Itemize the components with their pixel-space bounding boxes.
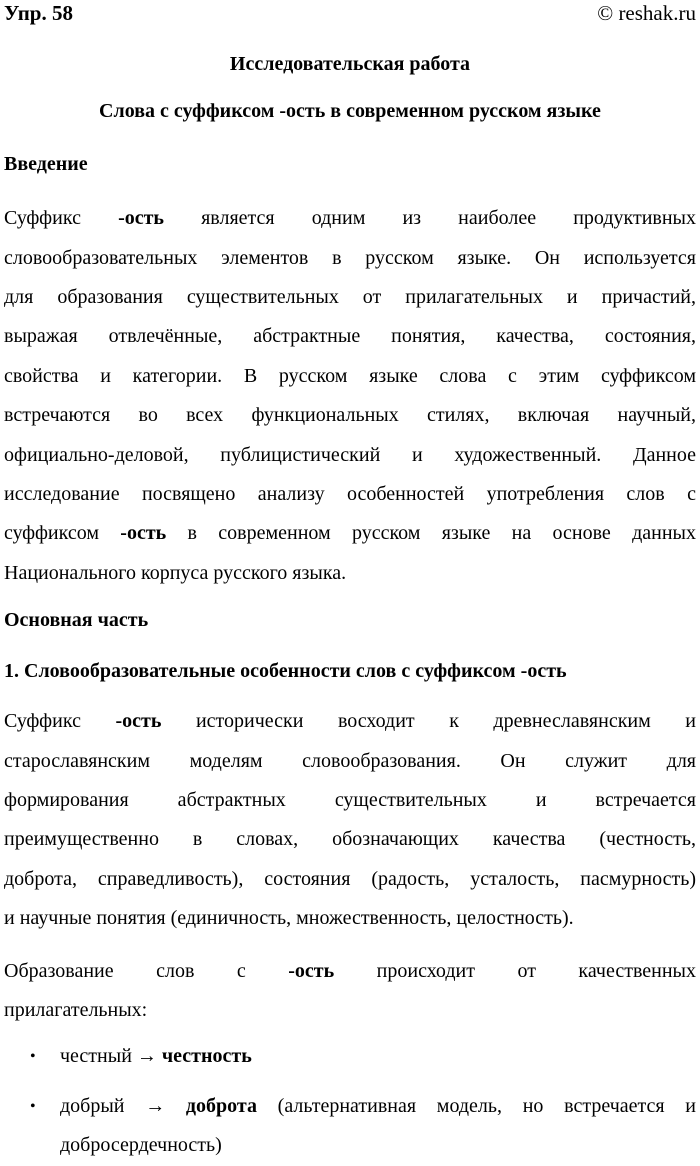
text-segment: словообразовательных элементов в русском языке. Он используется	[4, 246, 696, 269]
text-segment: добросердечность)	[60, 1134, 222, 1157]
text-segment: прилагательных:	[4, 998, 148, 1021]
text-segment: преимущественно в словах, обозначающих качества (честность,	[4, 828, 696, 851]
text-segment: исследование посвящено анализу особенностей употребления слов с	[4, 483, 696, 506]
document-subtitle: Слова с суффиксом -ость в современном русском языке	[99, 100, 601, 123]
text-segment: Суффикс	[4, 207, 119, 230]
text-line	[4, 475, 696, 514]
text-line	[4, 554, 696, 593]
text-line	[4, 396, 696, 435]
bold-term: доброта	[185, 1094, 257, 1117]
text-line	[4, 239, 696, 278]
text-segment: формирования абстрактных существительных и встречается	[4, 788, 696, 811]
text-line	[4, 991, 696, 1030]
text-line	[4, 514, 696, 553]
text-line	[4, 860, 696, 899]
text-line	[4, 702, 696, 741]
text-segment: исторически восходит к древнеславянским и	[161, 710, 697, 733]
text-line	[4, 781, 696, 820]
text-line	[4, 436, 696, 475]
text-segment: выражая отвлечённые, абстрактные понятия, качества, состояния,	[4, 325, 696, 348]
text-line	[4, 199, 696, 238]
text-segment: для образования существительных от прилагательных и причастий,	[4, 286, 696, 309]
intro-heading: Введение	[4, 152, 88, 175]
text-line	[60, 1126, 696, 1165]
list-item-text	[60, 1037, 696, 1076]
list-item-text	[60, 1087, 696, 1166]
site-credit: © reshak.ru	[597, 1, 696, 25]
text-segment: Образование слов с	[4, 959, 289, 982]
text-segment: свойства и категории. В русском языке слова с этим суффиксом	[4, 364, 696, 387]
text-segment: честный →	[60, 1045, 162, 1068]
text-segment: в современном русском языке на основе данных	[166, 522, 696, 545]
list-item	[4, 1037, 696, 1076]
text-line	[4, 278, 696, 317]
text-segment: суффиксом	[4, 522, 121, 545]
formation-paragraph	[4, 952, 696, 1031]
text-segment: Национального корпуса русского языка.	[4, 561, 347, 584]
bold-term: честность	[161, 1045, 252, 1068]
page-header	[4, 0, 696, 26]
section1-paragraph	[4, 702, 696, 938]
bold-term: -ость	[118, 207, 164, 230]
text-segment: добрый →	[60, 1094, 186, 1117]
text-line	[60, 1037, 696, 1076]
list-item	[4, 1087, 696, 1166]
exercise-number: Упр. 58	[4, 1, 73, 25]
bullet-icon: •	[30, 1048, 36, 1066]
text-segment: старославянским моделям словообразования. Он служит для	[4, 749, 696, 772]
text-line	[4, 952, 696, 991]
bold-term: -ость	[120, 522, 167, 545]
text-segment: официально-деловой, публицистический и художественный. Данное	[4, 443, 696, 466]
text-line	[60, 1087, 696, 1126]
intro-paragraph	[4, 199, 696, 593]
text-line	[4, 742, 696, 781]
bold-term: -ость	[115, 710, 162, 733]
text-line	[4, 820, 696, 859]
text-segment: встречаются во всех функциональных стилях, включая научный,	[4, 404, 696, 427]
text-segment: доброта, справедливость), состояния (радость, усталость, пасмурность)	[4, 867, 696, 890]
bold-term: -ость	[288, 959, 335, 982]
main-heading: Основная часть	[4, 609, 149, 632]
text-line	[4, 317, 696, 356]
text-segment: происходит от качественных	[334, 959, 696, 982]
text-segment: Суффикс	[4, 710, 116, 733]
text-segment: является одним из наиболее продуктивных	[164, 207, 696, 230]
text-segment: и научные понятия (единичность, множественность, целостность).	[4, 907, 574, 930]
text-line	[4, 899, 696, 938]
document-title: Исследовательская работа	[229, 53, 471, 75]
section1-heading: 1. Словообразовательные особенности слов с суффиксом -ость	[4, 659, 567, 682]
text-segment: (альтернативная модель, но встречается и	[256, 1094, 696, 1117]
bullet-icon: •	[30, 1097, 36, 1115]
text-line	[4, 357, 696, 396]
